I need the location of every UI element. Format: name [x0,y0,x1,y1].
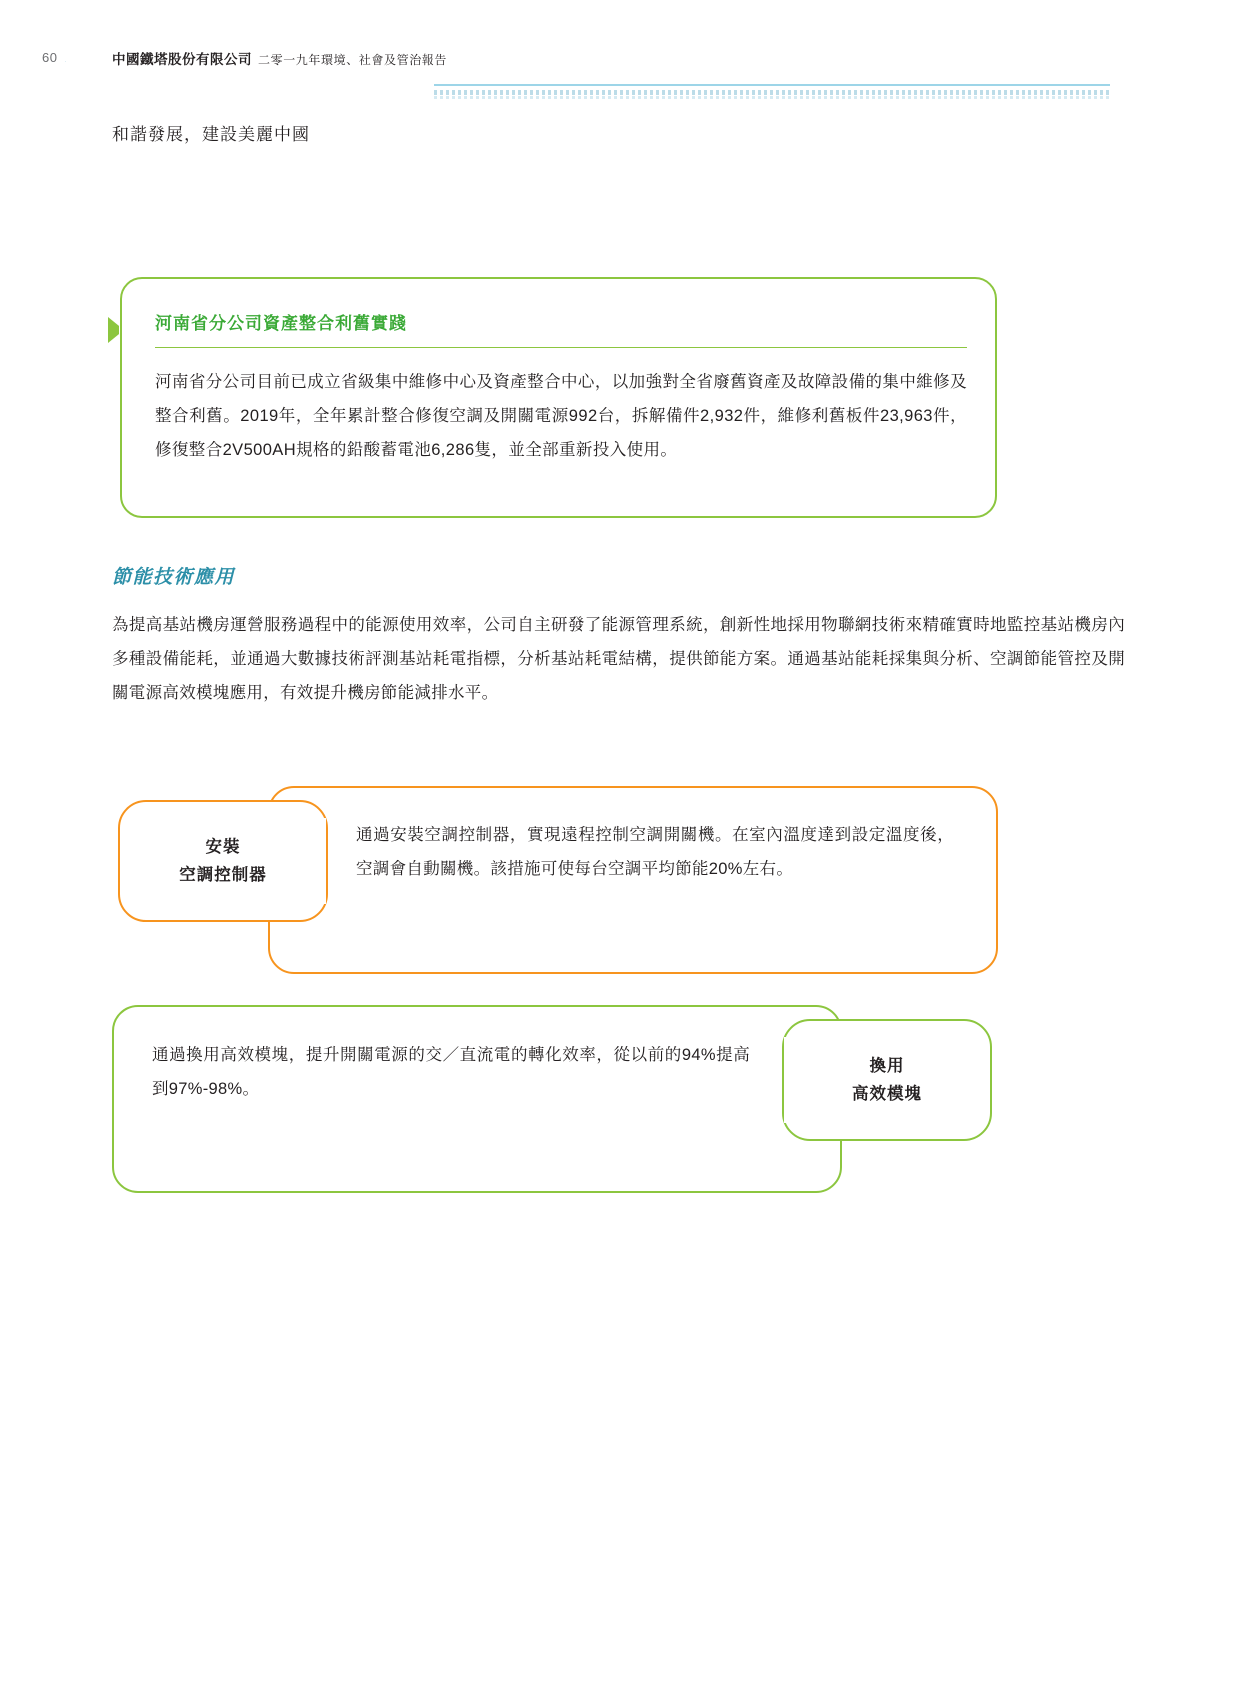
callout-green-text: 通過換用高效模塊，提升開關電源的交／直流電的轉化效率，從以前的94%提高到97%-98%。 [152,1046,750,1098]
callout-orange-text: 通過安裝空調控制器，實現遠程控制空調開關機。在室內溫度達到設定溫度後，空調會自動關機。該措施可使每台空調平均節能20%左右。 [356,826,954,878]
section-heading: 節能技術應用 [112,567,236,588]
callout-orange-label-line1: 安裝 [205,838,241,856]
callout-green-joint-mask [784,1037,840,1123]
header-rule [434,84,1110,86]
case-study-box [120,277,997,518]
callout-green-label-line1: 換用 [869,1057,905,1075]
callout-green-label-line2: 高效模塊 [852,1085,922,1103]
header-company-name: 中國鐵塔股份有限公司 [112,52,252,67]
callout-orange-joint-mask [270,818,326,904]
case-study-title: 河南省分公司資產整合利舊實踐 [155,314,407,333]
running-title: 和諧發展，建設美麗中國 [112,125,310,144]
case-study-divider [155,347,967,348]
header-report-title: 二零一九年環境、社會及管治報告 [258,53,448,67]
case-study-body: 河南省分公司目前已成立省級集中維修中心及資產整合中心，以加強對全省廢舊資產及故障設備的集中維修及整合利舊。2019年，全年累計整合修復空調及開關電源992台，拆解備件2,932件，維修利舊板件23,963件，修復整合2V500AH規格的鉛酸蓄電池6,286隻，並全部重新投入使用。 [155,373,967,459]
header-dash-pattern-secondary [434,96,1110,99]
section-paragraph: 為提高基站機房運營服務過程中的能源使用效率，公司自主研發了能源管理系統，創新性地採用物聯網技術來精確實時地監控基站機房內多種設備能耗，並通過大數據技術評測基站耗電指標，分析基站耗電結構，提供節能方案。通過基站能耗採集與分析、空調節能管控及開關電源高效模塊應用，有效提升機房節能減排水平。 [112,616,1125,702]
callout-orange-label-line2: 空調控制器 [179,866,267,884]
header-dash-pattern [434,90,1110,95]
page-number: 60 [42,50,58,65]
page-header [0,0,1240,100]
header-title [112,48,447,68]
